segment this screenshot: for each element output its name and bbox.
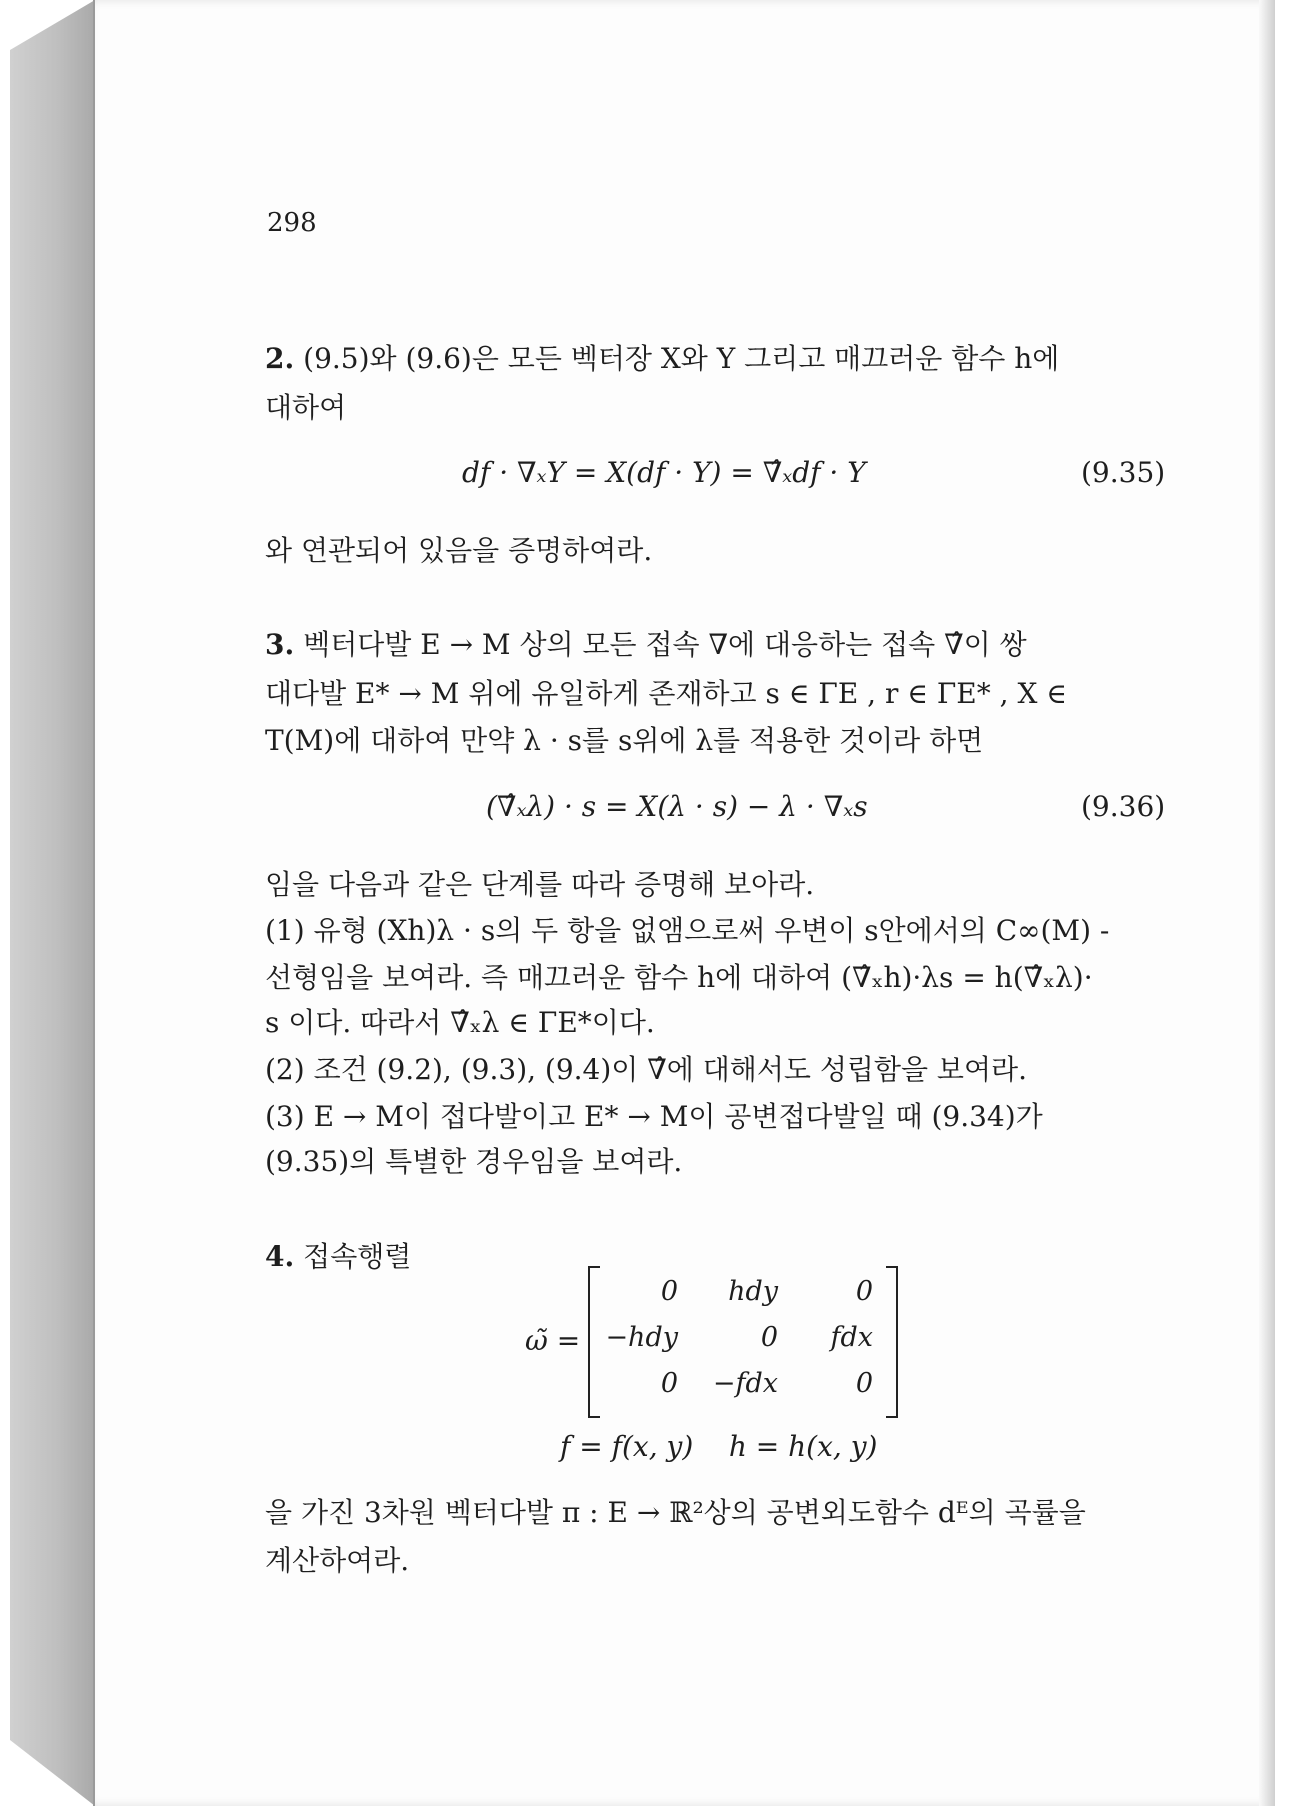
- problem-3-step-2: (2) 조건 (9.2), (9.3), (9.4)이 ∇̂에 대해서도 성립함을 보여라.: [265, 1053, 1027, 1086]
- problem-3-step-1: (1) 유형 (Xh)λ · s의 두 항을 없앰으로써 우변이 s안에서의 C∞(M) -: [265, 914, 1110, 947]
- problem-2-line-1: [265, 340, 1059, 378]
- matrix-cell: −fdx: [712, 1368, 778, 1399]
- problem-2-line-2: 대하여: [265, 391, 347, 424]
- book-spine: [0, 0, 96, 1806]
- problem-3-number: 3.: [265, 628, 295, 661]
- problem-4-title: 접속행렬: [303, 1240, 412, 1273]
- matrix-cell: 0: [660, 1368, 678, 1399]
- page-edge-shadow: [1259, 0, 1275, 1806]
- problem-3-step-3: (3) E → M이 접다발이고 E* → M이 공변접다발일 때 (9.34)가: [265, 1100, 1043, 1133]
- problem-4-number: 4.: [265, 1240, 295, 1273]
- problem-2-text-1: (9.5)와 (9.6)은 모든 벡터장 X와 Y 그리고 매끄러운 함수 h에: [303, 342, 1060, 375]
- equation-number-9-36: (9.36): [1081, 790, 1166, 823]
- problem-3-step-1-end: s 이다. 따라서 ∇̂ₓλ ∈ ΓE*이다.: [265, 1006, 655, 1039]
- matrix-cell: hdy: [728, 1276, 778, 1307]
- matrix-cell: 0: [660, 1276, 678, 1307]
- problem-3-line-2: 대다발 E* → M 위에 유일하게 존재하고 s ∈ ΓE , r ∈ ΓE* , X ∈: [265, 677, 1068, 710]
- function-definitions: f = f(x, y) h = h(x, y): [560, 1430, 878, 1463]
- problem-3-step-3-cont: (9.35)의 특별한 경우임을 보여라.: [265, 1145, 683, 1178]
- matrix-cell: 0: [855, 1276, 873, 1307]
- matrix-lhs: ω̃ =: [525, 1324, 581, 1357]
- matrix-cell: fdx: [830, 1322, 873, 1353]
- problem-3-line-1: [265, 626, 1027, 664]
- problem-3-step-1-cont: 선형임을 보여라. 즉 매끄러운 함수 h에 대하여 (∇̂ₓh)·λs = h(∇̂ₓλ)·: [265, 961, 1093, 994]
- matrix-cell: 0: [855, 1368, 873, 1399]
- problem-4-line-3: 계산하여라.: [265, 1544, 410, 1577]
- connection-matrix: [588, 1266, 898, 1414]
- matrix-right-bracket: [886, 1266, 898, 1418]
- problem-2-line-3: 와 연관되어 있음을 증명하여라.: [265, 534, 653, 567]
- page-number: 298: [267, 208, 317, 238]
- problem-3-line-4: 임을 다음과 같은 단계를 따라 증명해 보아라.: [265, 868, 815, 901]
- equation-9-35: df · ∇ₓY = X(df · Y) = ∇̂ₓdf · Y: [462, 456, 866, 489]
- problem-4-line-2: 을 가진 3차원 벡터다발 π : E → ℝ²상의 공변외도함수 dᴱ의 곡률을: [265, 1496, 1086, 1529]
- matrix-cell: −hdy: [605, 1322, 678, 1353]
- problem-3-text-1: 벡터다발 E → M 상의 모든 접속 ∇에 대응하는 접속 ∇̂이 쌍: [303, 628, 1027, 661]
- problem-4-line-1: [265, 1238, 411, 1276]
- matrix-cell: 0: [760, 1322, 778, 1353]
- problem-3-line-3: T(M)에 대하여 만약 λ · s를 s위에 λ를 적용한 것이라 하면: [265, 724, 984, 757]
- problem-2-number: 2.: [265, 342, 295, 375]
- equation-9-36: (∇̂ₓλ) · s = X(λ · s) − λ · ∇ₓs: [486, 790, 868, 823]
- equation-number-9-35: (9.35): [1081, 456, 1166, 489]
